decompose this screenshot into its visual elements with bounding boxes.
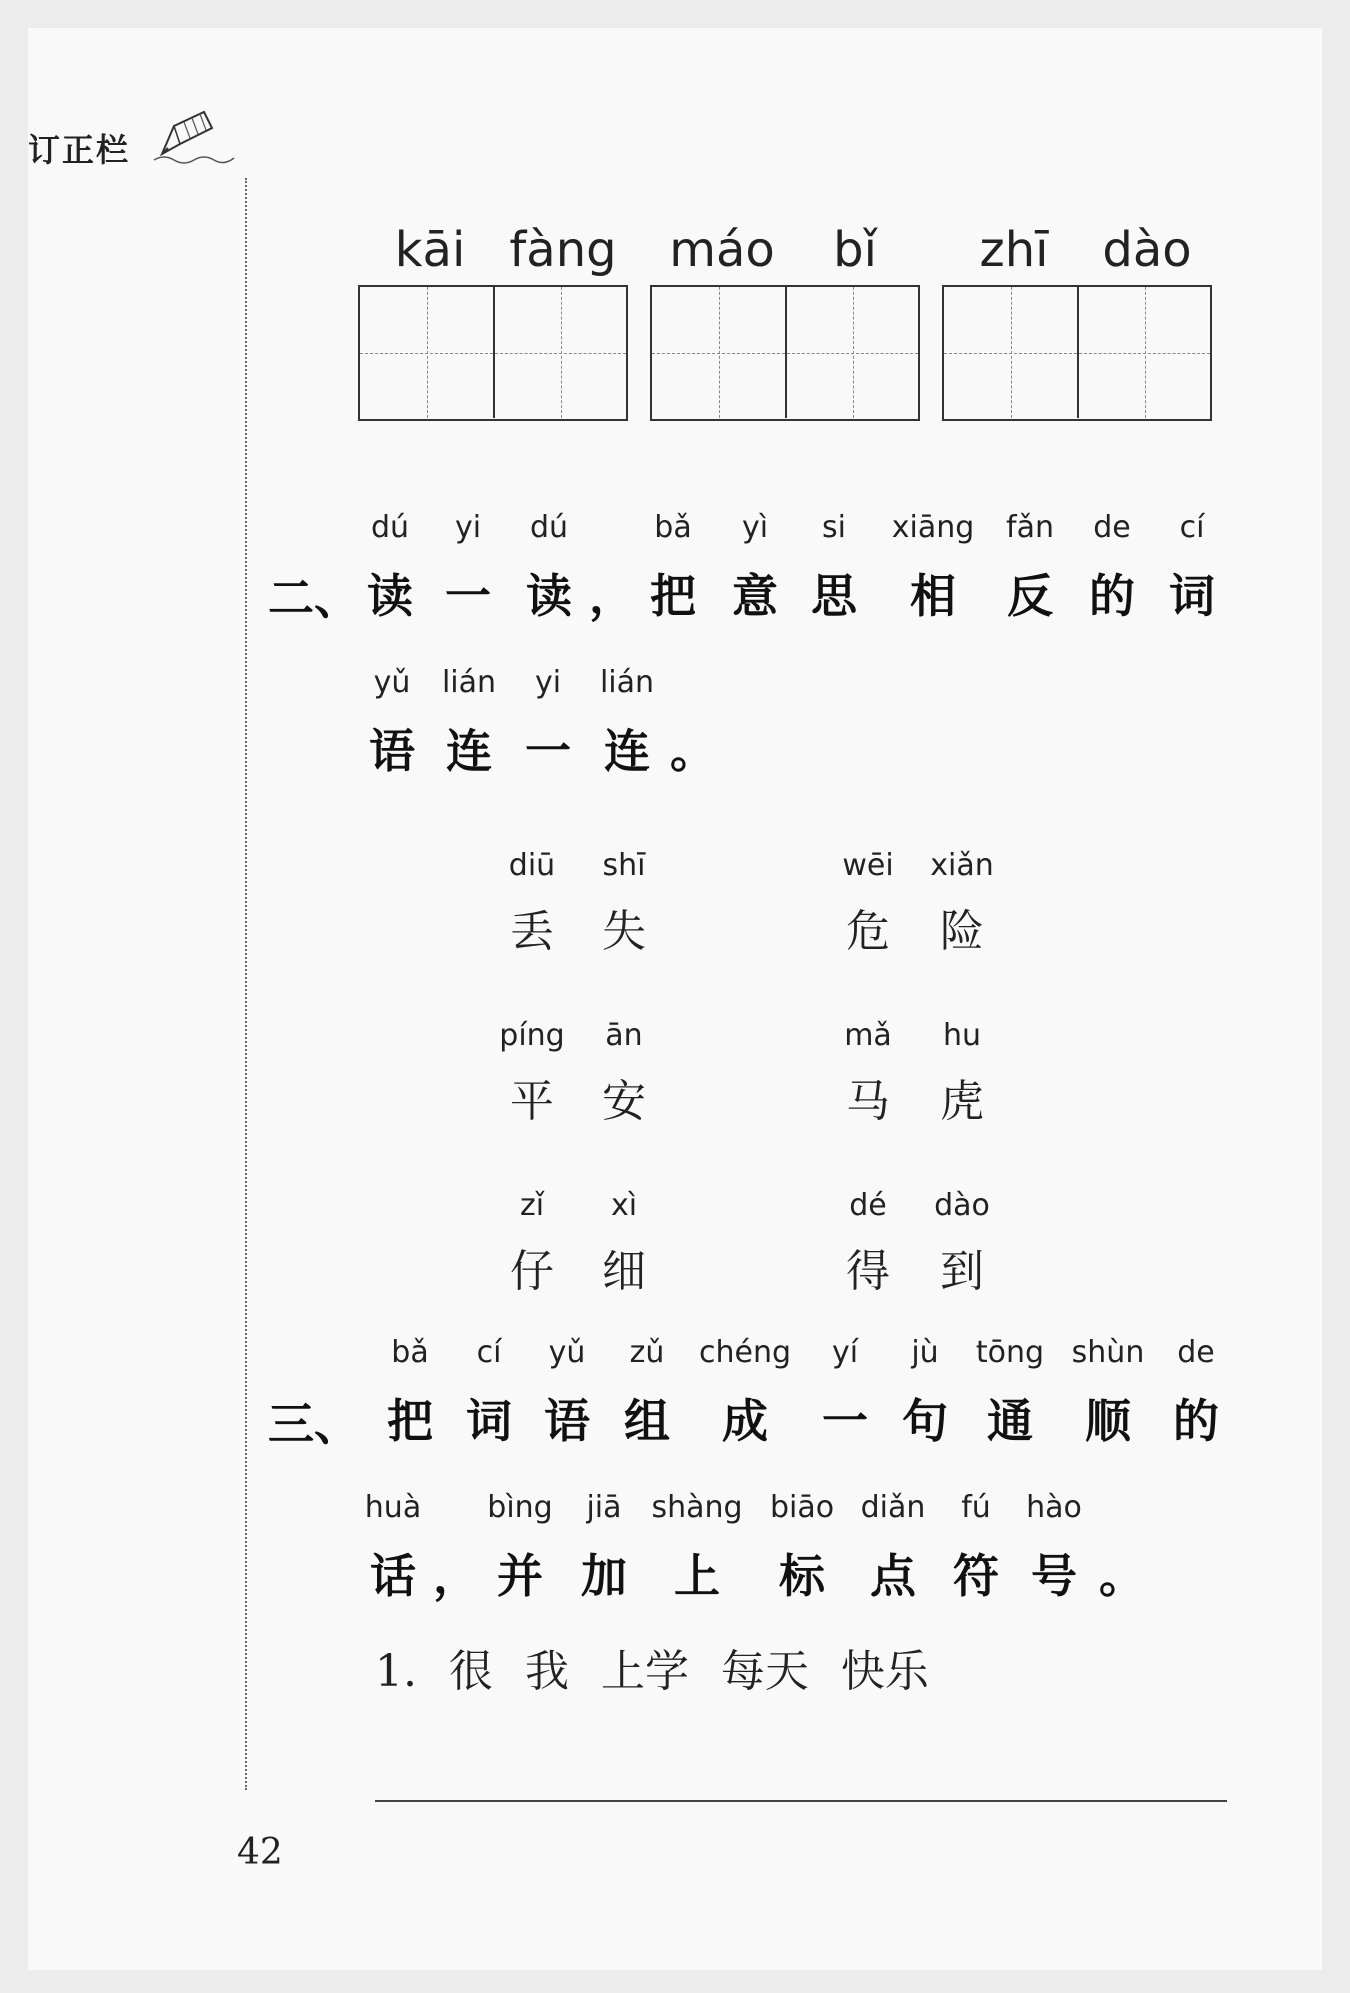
pinyin-syllable: hào: [1026, 1490, 1082, 1525]
pinyin-syllable: yí: [831, 1335, 859, 1370]
pinyin-syllable: fǎn: [1006, 510, 1054, 545]
hanzi-char: 话: [370, 1549, 416, 1603]
pinyin-syllable: dú: [529, 510, 569, 545]
hanzi-char: 符: [953, 1549, 999, 1603]
tianzige-cell[interactable]: [944, 287, 1077, 418]
pinyin-syllable: fú: [961, 1490, 991, 1525]
hanzi-char: 成: [722, 1394, 768, 1448]
hanzi-char: 相: [910, 569, 956, 623]
pinyin-syllable: chéng: [698, 1335, 792, 1370]
tianzige-cell[interactable]: [785, 287, 918, 418]
pinyin-syllable: dào: [934, 1188, 990, 1223]
hanzi-char: 把: [387, 1394, 433, 1448]
pinyin-syllable: ān: [605, 1018, 643, 1053]
hanzi-char: 词: [1169, 569, 1215, 623]
hanzi-char: 加: [581, 1549, 627, 1603]
pinyin-syllable: yi: [454, 510, 482, 545]
pinyin-syllable: yì: [741, 510, 769, 545]
pinyin-syllable: tōng: [975, 1335, 1045, 1370]
pinyin-syllable: bǎ: [391, 1335, 429, 1370]
pinyin-syllable: cí: [476, 1335, 502, 1370]
hanzi-char: 读: [367, 569, 413, 623]
word-left-char[interactable]: 丢: [510, 906, 554, 957]
hanzi-char: 标: [779, 1549, 825, 1603]
pinyin-syllable: dú: [370, 510, 410, 545]
hanzi-char: ，: [589, 569, 635, 623]
pinyin-syllable: dé: [849, 1188, 887, 1223]
word-right-char[interactable]: 危: [846, 906, 890, 957]
hanzi-char: 把: [650, 569, 696, 623]
word-left-char[interactable]: 安: [602, 1076, 646, 1127]
section3-number: 三、: [268, 1397, 360, 1451]
box-pinyin: bǐ: [833, 222, 877, 278]
hanzi-char: 并: [497, 1549, 543, 1603]
tianzige-box[interactable]: [358, 285, 628, 421]
pinyin-syllable: bìng: [487, 1490, 553, 1525]
pinyin-syllable: de: [1093, 510, 1131, 545]
hanzi-char: 点: [870, 1549, 916, 1603]
pinyin-syllable: xiāng: [891, 510, 975, 545]
margin-divider: [245, 178, 247, 1790]
tianzige-cell[interactable]: [360, 287, 493, 418]
pinyin-syllable: de: [1177, 1335, 1215, 1370]
pinyin-syllable: shàng: [651, 1490, 743, 1525]
hanzi-char: 顺: [1085, 1394, 1131, 1448]
hanzi-char: 一: [445, 569, 491, 623]
pinyin-syllable: píng: [499, 1018, 565, 1053]
word-right-char[interactable]: 得: [846, 1246, 890, 1297]
pinyin-syllable: yǔ: [548, 1335, 586, 1370]
box-pinyin: dào: [1102, 222, 1192, 278]
word-right-char[interactable]: 到: [940, 1246, 984, 1297]
hanzi-char: 一: [822, 1394, 868, 1448]
word-left-char[interactable]: 细: [602, 1246, 646, 1297]
word-right-char[interactable]: 虎: [940, 1076, 984, 1127]
pinyin-syllable: zǔ: [629, 1335, 665, 1370]
pinyin-syllable: hu: [942, 1018, 982, 1053]
word-left-char[interactable]: 失: [602, 906, 646, 957]
hanzi-char: 连: [446, 724, 492, 778]
section2-number: 二、: [268, 571, 360, 625]
pinyin-syllable: huà: [364, 1490, 422, 1525]
hanzi-char: 思: [811, 569, 857, 623]
hanzi-char: 语: [544, 1394, 590, 1448]
pinyin-syllable: lián: [441, 665, 497, 700]
hanzi-char: 读: [526, 569, 572, 623]
correction-column-label: 订正栏: [28, 131, 131, 169]
box-pinyin: fàng: [509, 222, 617, 278]
box-pinyin: zhī: [979, 222, 1049, 278]
tianzige-cell[interactable]: [1077, 287, 1210, 418]
hanzi-char: 的: [1089, 569, 1135, 623]
word-right-char[interactable]: 险: [940, 906, 984, 957]
hanzi-char: 反: [1007, 569, 1053, 623]
hanzi-char: 一: [525, 724, 571, 778]
pinyin-syllable: diū: [508, 848, 556, 883]
pinyin-syllable: lián: [599, 665, 655, 700]
pinyin-syllable: biāo: [769, 1490, 835, 1525]
hanzi-char: 通: [987, 1394, 1033, 1448]
hanzi-char: 号: [1031, 1549, 1077, 1603]
pinyin-syllable: shī: [602, 848, 646, 883]
hanzi-char: 句: [902, 1394, 948, 1448]
pinyin-syllable: xiǎn: [930, 848, 994, 883]
hanzi-char: 意: [732, 569, 778, 623]
pinyin-syllable: bǎ: [654, 510, 692, 545]
pinyin-syllable: yi: [534, 665, 562, 700]
sentence-item-1: 1. 很 我 上学 每天 快乐: [375, 1646, 929, 1697]
pinyin-syllable: zǐ: [519, 1188, 545, 1223]
tianzige-box[interactable]: [650, 285, 920, 421]
word-right-char[interactable]: 马: [846, 1076, 890, 1127]
box-pinyin: kāi: [394, 222, 466, 278]
word-left-char[interactable]: 平: [510, 1076, 554, 1127]
hanzi-char: 组: [624, 1394, 670, 1448]
pinyin-syllable: yǔ: [373, 665, 411, 700]
answer-line[interactable]: [375, 1800, 1227, 1802]
pencil-icon: [150, 104, 240, 166]
pinyin-syllable: wēi: [842, 848, 894, 883]
pinyin-syllable: shùn: [1071, 1335, 1145, 1370]
pinyin-syllable: si: [822, 510, 846, 545]
tianzige-cell[interactable]: [652, 287, 785, 418]
pinyin-syllable: xì: [610, 1188, 638, 1223]
hanzi-char: 语: [369, 724, 415, 778]
hanzi-char: 上: [674, 1549, 720, 1603]
hanzi-char: 连: [604, 724, 650, 778]
pinyin-syllable: mǎ: [844, 1018, 892, 1053]
pinyin-syllable: cí: [1179, 510, 1205, 545]
hanzi-char: ，: [433, 1549, 479, 1603]
pinyin-syllable: diǎn: [860, 1490, 926, 1525]
page-number: 42: [237, 1832, 283, 1873]
hanzi-char: 。: [670, 724, 716, 778]
pinyin-syllable: jù: [911, 1335, 939, 1370]
pinyin-syllable: jiā: [586, 1490, 622, 1525]
box-pinyin: máo: [669, 222, 775, 278]
hanzi-char: 词: [466, 1394, 512, 1448]
word-left-char[interactable]: 仔: [510, 1246, 554, 1297]
tianzige-cell[interactable]: [493, 287, 626, 418]
hanzi-char: 。: [1099, 1549, 1145, 1603]
tianzige-box[interactable]: [942, 285, 1212, 421]
hanzi-char: 的: [1173, 1394, 1219, 1448]
